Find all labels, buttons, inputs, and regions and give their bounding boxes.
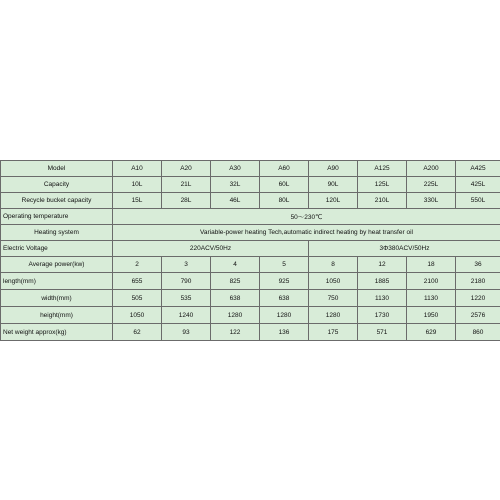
average-power-cell: 3: [162, 257, 211, 273]
row-label-recycle-bucket: Recycle bucket capacity: [1, 193, 113, 209]
length-cell: 1885: [358, 273, 407, 290]
model-cell: A200: [407, 161, 456, 177]
width-cell: 505: [113, 290, 162, 307]
width-cell: 1130: [358, 290, 407, 307]
net-weight-cell: 122: [211, 324, 260, 341]
table-row-average-power: [1, 257, 500, 273]
average-power-cell: 2: [113, 257, 162, 273]
row-label-electric-voltage: Electric Voltage: [1, 241, 113, 257]
width-cell: 1220: [456, 290, 500, 307]
row-label-net-weight: Net weight approx(kg): [1, 324, 113, 341]
average-power-cell: 4: [211, 257, 260, 273]
model-cell: A20: [162, 161, 211, 177]
height-cell: 1280: [211, 307, 260, 324]
width-cell: 638: [211, 290, 260, 307]
table-row-height: [1, 307, 500, 324]
length-cell: 1050: [309, 273, 358, 290]
net-weight-cell: 62: [113, 324, 162, 341]
length-cell: 655: [113, 273, 162, 290]
table-row-model: [1, 161, 500, 177]
capacity-cell: 60L: [260, 177, 309, 193]
capacity-cell: 425L: [456, 177, 500, 193]
capacity-cell: 125L: [358, 177, 407, 193]
average-power-cell: 8: [309, 257, 358, 273]
length-cell: 2180: [456, 273, 500, 290]
height-cell: 1240: [162, 307, 211, 324]
table-row-heating-system: [1, 225, 500, 241]
recycle-bucket-cell: 28L: [162, 193, 211, 209]
average-power-cell: 5: [260, 257, 309, 273]
capacity-cell: 21L: [162, 177, 211, 193]
net-weight-cell: 136: [260, 324, 309, 341]
width-cell: 638: [260, 290, 309, 307]
length-cell: 825: [211, 273, 260, 290]
width-cell: 750: [309, 290, 358, 307]
length-cell: 925: [260, 273, 309, 290]
net-weight-cell: 93: [162, 324, 211, 341]
recycle-bucket-cell: 15L: [113, 193, 162, 209]
spec-table: [0, 160, 500, 341]
table-row-recycle-bucket: [1, 193, 500, 209]
average-power-cell: 36: [456, 257, 500, 273]
model-cell: A10: [113, 161, 162, 177]
table-row-net-weight: [1, 324, 500, 341]
table-row-length: [1, 273, 500, 290]
model-cell: A60: [260, 161, 309, 177]
row-label-height: height(mm): [1, 307, 113, 324]
row-label-average-power: Average power(kw): [1, 257, 113, 273]
height-cell: 1730: [358, 307, 407, 324]
operating-temperature-value: 50～230℃: [113, 209, 500, 225]
net-weight-cell: 175: [309, 324, 358, 341]
table-row-capacity: [1, 177, 500, 193]
recycle-bucket-cell: 46L: [211, 193, 260, 209]
net-weight-cell: 571: [358, 324, 407, 341]
table-row-operating-temperature: [1, 209, 500, 225]
height-cell: 1950: [407, 307, 456, 324]
row-label-heating-system: Heating system: [1, 225, 113, 241]
length-cell: 2100: [407, 273, 456, 290]
capacity-cell: 225L: [407, 177, 456, 193]
height-cell: 1280: [260, 307, 309, 324]
recycle-bucket-cell: 550L: [456, 193, 500, 209]
recycle-bucket-cell: 120L: [309, 193, 358, 209]
electric-voltage-single-phase: 220ACV/50Hz: [113, 241, 309, 257]
recycle-bucket-cell: 210L: [358, 193, 407, 209]
net-weight-cell: 629: [407, 324, 456, 341]
electric-voltage-three-phase: 3Φ380ACV/50Hz: [309, 241, 500, 257]
length-cell: 790: [162, 273, 211, 290]
height-cell: 2576: [456, 307, 500, 324]
heating-system-value: Variable-power heating Tech,automatic indirect heating by heat transfer oil: [113, 225, 500, 241]
model-cell: A125: [358, 161, 407, 177]
capacity-cell: 32L: [211, 177, 260, 193]
row-label-width: width(mm): [1, 290, 113, 307]
row-label-model: Model: [1, 161, 113, 177]
average-power-cell: 12: [358, 257, 407, 273]
net-weight-cell: 860: [456, 324, 500, 341]
table-row-width: [1, 290, 500, 307]
row-label-length: length(mm): [1, 273, 113, 290]
model-cell: A90: [309, 161, 358, 177]
capacity-cell: 10L: [113, 177, 162, 193]
recycle-bucket-cell: 80L: [260, 193, 309, 209]
recycle-bucket-cell: 330L: [407, 193, 456, 209]
height-cell: 1280: [309, 307, 358, 324]
row-label-capacity: Capacity: [1, 177, 113, 193]
row-label-operating-temperature: Operating temperature: [1, 209, 113, 225]
height-cell: 1050: [113, 307, 162, 324]
model-cell: A30: [211, 161, 260, 177]
width-cell: 535: [162, 290, 211, 307]
width-cell: 1130: [407, 290, 456, 307]
average-power-cell: 18: [407, 257, 456, 273]
capacity-cell: 90L: [309, 177, 358, 193]
model-cell: A425: [456, 161, 500, 177]
table-row-electric-voltage: [1, 241, 500, 257]
